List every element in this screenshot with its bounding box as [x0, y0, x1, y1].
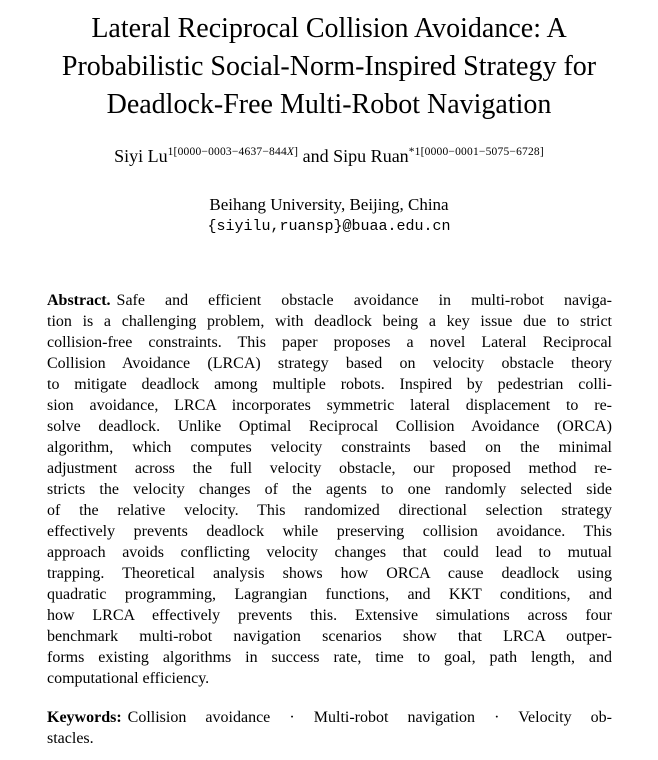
- abstract-line: sion avoidance, LRCA incorporates symmetric lateral displacement to re-: [47, 397, 612, 414]
- affiliation-institution: Beihang University, Beijing, China: [209, 195, 449, 214]
- author-1-orcid-pre: 1[0000−0003−4637−844: [167, 146, 287, 158]
- abstract-line: collision-free constraints. This paper proposes a novel Lateral Reciprocal: [47, 334, 612, 351]
- abstract-line: approach avoids conflicting velocity changes that could lead to mutual: [47, 544, 612, 561]
- affiliation-block: [0, 194, 658, 238]
- author-1-orcid-superscript: [168, 146, 299, 158]
- author-connector: and: [298, 146, 334, 166]
- title-line-1: Lateral Reciprocal Collision Avoidance: A: [91, 13, 567, 44]
- email: {siyilu,ruansp}@buaa.edu.cn: [207, 218, 451, 235]
- author-name-1: Siyi Lu: [114, 146, 168, 166]
- title-line-2: Probabilistic Social-Norm-Inspired Strategy for: [61, 51, 597, 82]
- author-line: [0, 144, 658, 168]
- keywords-first-line-text: Collision avoidance · Multi-robot navigation · Velocity ob-: [127, 709, 612, 726]
- abstract-line: to mitigate deadlock among multiple robots. Inspired by pedestrian colli-: [47, 376, 612, 393]
- abstract-line: stricts the velocity changes of the agents to one randomly selected side: [47, 481, 612, 498]
- abstract-last-line: computational efficiency.: [47, 670, 210, 687]
- author-1-orcid-italic: X: [286, 146, 295, 158]
- abstract-line: adjustment across the full velocity obstacle, our proposed method re-: [47, 460, 612, 477]
- author-1-orcid-post: ]: [294, 146, 299, 158]
- abstract-label: Abstract.: [47, 292, 111, 309]
- abstract-line: quadratic programming, Lagrangian functions, and KKT conditions, and: [47, 586, 612, 603]
- keywords-label: Keywords:: [47, 709, 122, 726]
- author-2-orcid-superscript: *1[0000−0001−5075−6728]: [408, 146, 544, 158]
- abstract-line: solve deadlock. Unlike Optimal Reciprocal Collision Avoidance (ORCA): [47, 418, 612, 435]
- keywords-section: [47, 707, 612, 749]
- abstract-line: algorithm, which computes velocity constraints based on the minimal: [47, 439, 612, 456]
- keywords-last-line: stacles.: [47, 730, 94, 747]
- author-name-2: Sipu Ruan: [333, 146, 409, 166]
- abstract-line: how LRCA effectively prevents this. Extensive simulations across four: [47, 607, 612, 624]
- abstract-line: benchmark multi-robot navigation scenarios show that LRCA outper-: [47, 628, 612, 645]
- abstract-line: tion is a challenging problem, with deadlock being a key issue due to strict: [47, 313, 612, 330]
- title-line-3: Deadlock-Free Multi-Robot Navigation: [106, 89, 552, 120]
- abstract-first-line-text: Safe and efficient obstacle avoidance in multi-robot naviga-: [116, 292, 612, 309]
- abstract-section: [47, 290, 612, 689]
- abstract-line: Collision Avoidance (LRCA) strategy based on velocity obstacle theory: [47, 355, 612, 372]
- abstract-line: of the relative velocity. This randomized directional selection strategy: [47, 502, 612, 519]
- abstract-line: effectively prevents deadlock while preserving collision avoidance. This: [47, 523, 612, 540]
- abstract-line: [47, 290, 612, 311]
- abstract-line: forms existing algorithms in success rate, time to goal, path length, and: [47, 649, 612, 666]
- abstract-line: trapping. Theoretical analysis shows how ORCA cause deadlock using: [47, 565, 612, 582]
- keywords-line: [47, 707, 612, 728]
- paper-title: [0, 0, 658, 124]
